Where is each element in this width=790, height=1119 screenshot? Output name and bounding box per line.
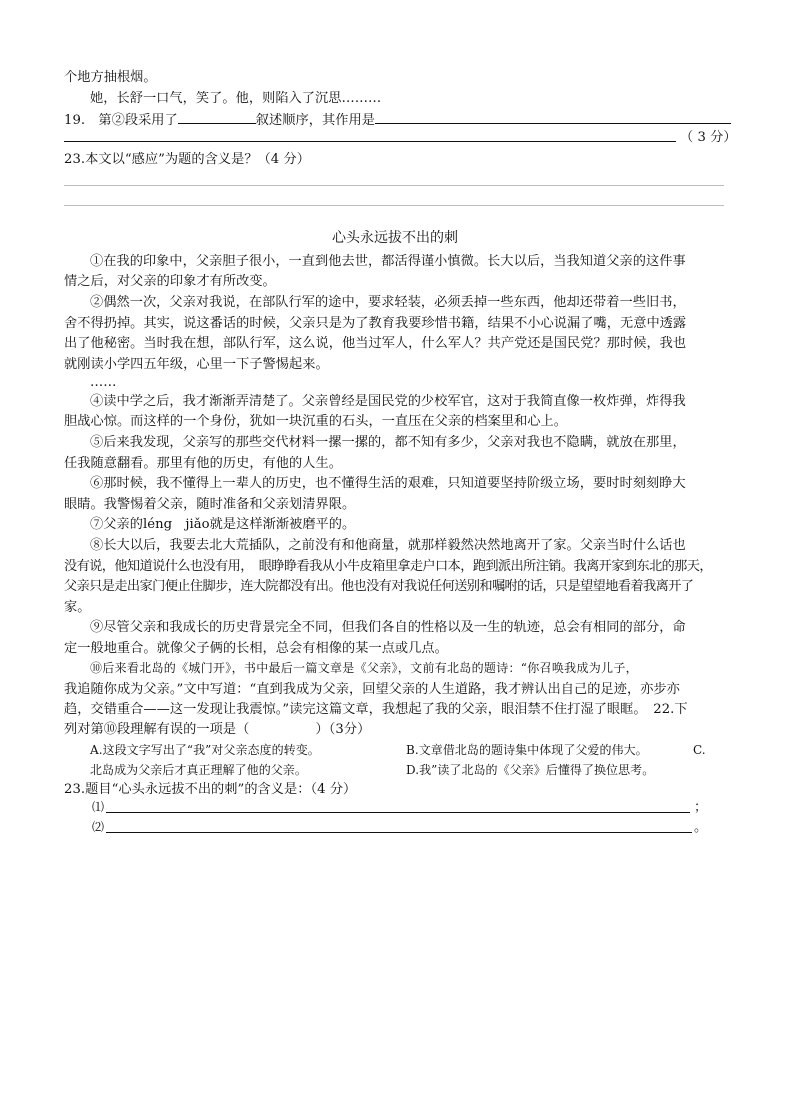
answer-line-2[interactable]: [106, 832, 692, 833]
question-23b: 23.题目“心头永远拔不出的刺”的含义是：（4 分）: [64, 782, 357, 797]
option-b[interactable]: B.文章借北岛的题诗集中体现了父爱的伟大。: [406, 743, 648, 757]
paragraph-line: 胆战心惊。而这样的一个身份，犹如一块沉重的石头，一直压在父亲的档案里和心上。: [64, 414, 568, 429]
option-a[interactable]: A.这段文字写出了“我”对父亲态度的转变。: [90, 743, 320, 757]
question-19: [64, 110, 734, 130]
answer-end-2: 。: [694, 820, 708, 835]
answer-blank[interactable]: [178, 110, 256, 124]
paragraph-line: ①在我的印象中，父亲胆子很小，一直到他去世，都活得谨小慎微。长大以后，当我知道父亲的这件事: [90, 254, 686, 269]
answer-blank[interactable]: [375, 110, 731, 124]
answer-label-1: ⑴: [92, 800, 105, 814]
paragraph-line: 任我随意翻看。那里有他的历史，有他的人生。: [64, 456, 342, 471]
ellipsis-line: ……: [90, 375, 117, 390]
answer-end-1: ；: [694, 800, 708, 815]
paragraph-line: 趋，交错重合——这一发现让我震惊。”读完这篇文章，我想起了我的父亲，眼泪禁不住打湿了眼眶。 22.下: [64, 702, 688, 717]
paragraph-line: 没有说，他知道说什么也没有用， 眼睁睁看我从小牛皮箱里拿走户口本，跑到派出所注销。我离开家到东北的那天，: [64, 559, 712, 574]
paragraph-line: ②偶然一次，父亲对我说，在部队行军的途中，要求轻装，必须丢掉一些东西，他却还带着一些旧书，: [90, 295, 686, 310]
paragraph-line: 就刚读小学四五年级，心里一下子警惕起来。: [64, 357, 329, 372]
question-22: 列对第⑩段理解有误的一项是（ ）（3分）: [64, 722, 371, 737]
paragraph-line: 我追随你成为父亲。”文中写道：“直到我成为父亲，回望父亲的人生道路，我才辨认出自己的足迹，亦步亦: [64, 682, 680, 697]
answer-label-2: ⑵: [92, 820, 105, 834]
q19-score: （ 3 分）: [680, 130, 737, 145]
paragraph-line: ⑤后来我发现，父亲写的那些交代材料一摞一摞的，都不知有多少，父亲对我也不隐瞒，就放在那里，: [90, 435, 686, 450]
text-line: 个地方抽根烟。: [64, 70, 157, 85]
option-c[interactable]: 北岛成为父亲后才真正理解了他的父亲。: [90, 763, 307, 777]
paragraph-line: 出了他秘密。当时我在想，部队行军，这么说，他当过军人，什么军人？共产党还是国民党？那时候，我也: [64, 336, 687, 351]
q19-prefix: 19. 第②段采用了: [64, 113, 178, 128]
paragraph-line: 情之后，对父亲的印象才有所改变。: [64, 274, 276, 289]
option-c-label[interactable]: C.: [693, 743, 706, 757]
paragraph-line: ⑨尽管父亲和我成长的历史背景完全不同，但我们各自的性格以及一生的轨迹，总会有相同的部分，命: [90, 620, 686, 635]
text-line: 她，长舒一口气，笑了。他，则陷入了沉思………: [90, 91, 382, 106]
answer-line[interactable]: [64, 141, 676, 142]
q19-mid: 叙述顺序，其作用是: [255, 113, 375, 128]
question-23a: 23.本文以“感应”为题的含义是？（4 分）: [64, 152, 310, 167]
paragraph-line: ⑦父亲的léng jiǎo就是这样渐渐被磨平的。: [90, 517, 356, 532]
paragraph-line: ⑥那时候，我不懂得上一辈人的历史，也不懂得生活的艰难，只知道要坚持阶级立场，要时时刻刻睁大: [90, 476, 686, 491]
option-d[interactable]: D.我”读了北岛的《父亲》后懂得了换位思考。: [406, 763, 655, 777]
paragraph-line: 父亲只是走出家门便止住脚步，连大院都没有出。他也没有对我说任何送别和嘱咐的话，只是望望地看着我离开了: [64, 579, 694, 594]
answer-line[interactable]: [64, 205, 724, 206]
answer-line-1[interactable]: [106, 812, 690, 813]
paragraph-line: 定一般地重合。就像父子俩的长相，总会有相像的某一点或几点。: [64, 641, 448, 656]
paragraph-line: 舍不得扔掉。其实，说这番话的时候，父亲只是为了教育我要珍惜书籍，结果不小心说漏了嘴，无意中透露: [64, 316, 687, 331]
paragraph-line: ④读中学之后，我才渐渐弄清楚了。父亲曾经是国民党的少校军官，这对于我简直像一枚炸弹，炸得我: [90, 394, 686, 409]
paragraph-line: 眼睛。我警惕着父亲，随时准备和父亲划清界限。: [64, 497, 356, 512]
paragraph-line: ⑩后来看北岛的《城门开》，书中最后一篇文章是《父亲》，文前有北岛的题诗：“你召唤我成为儿子，: [90, 661, 638, 675]
paragraph-line: 家。: [64, 600, 91, 615]
paragraph-line: ⑧长大以后，我要去北大荒插队，之前没有和他商量，就那样毅然决然地离开了家。父亲当时什么话也: [90, 538, 686, 553]
article-title: 心头永远拔不出的刺: [332, 230, 458, 246]
answer-line[interactable]: [64, 185, 724, 186]
